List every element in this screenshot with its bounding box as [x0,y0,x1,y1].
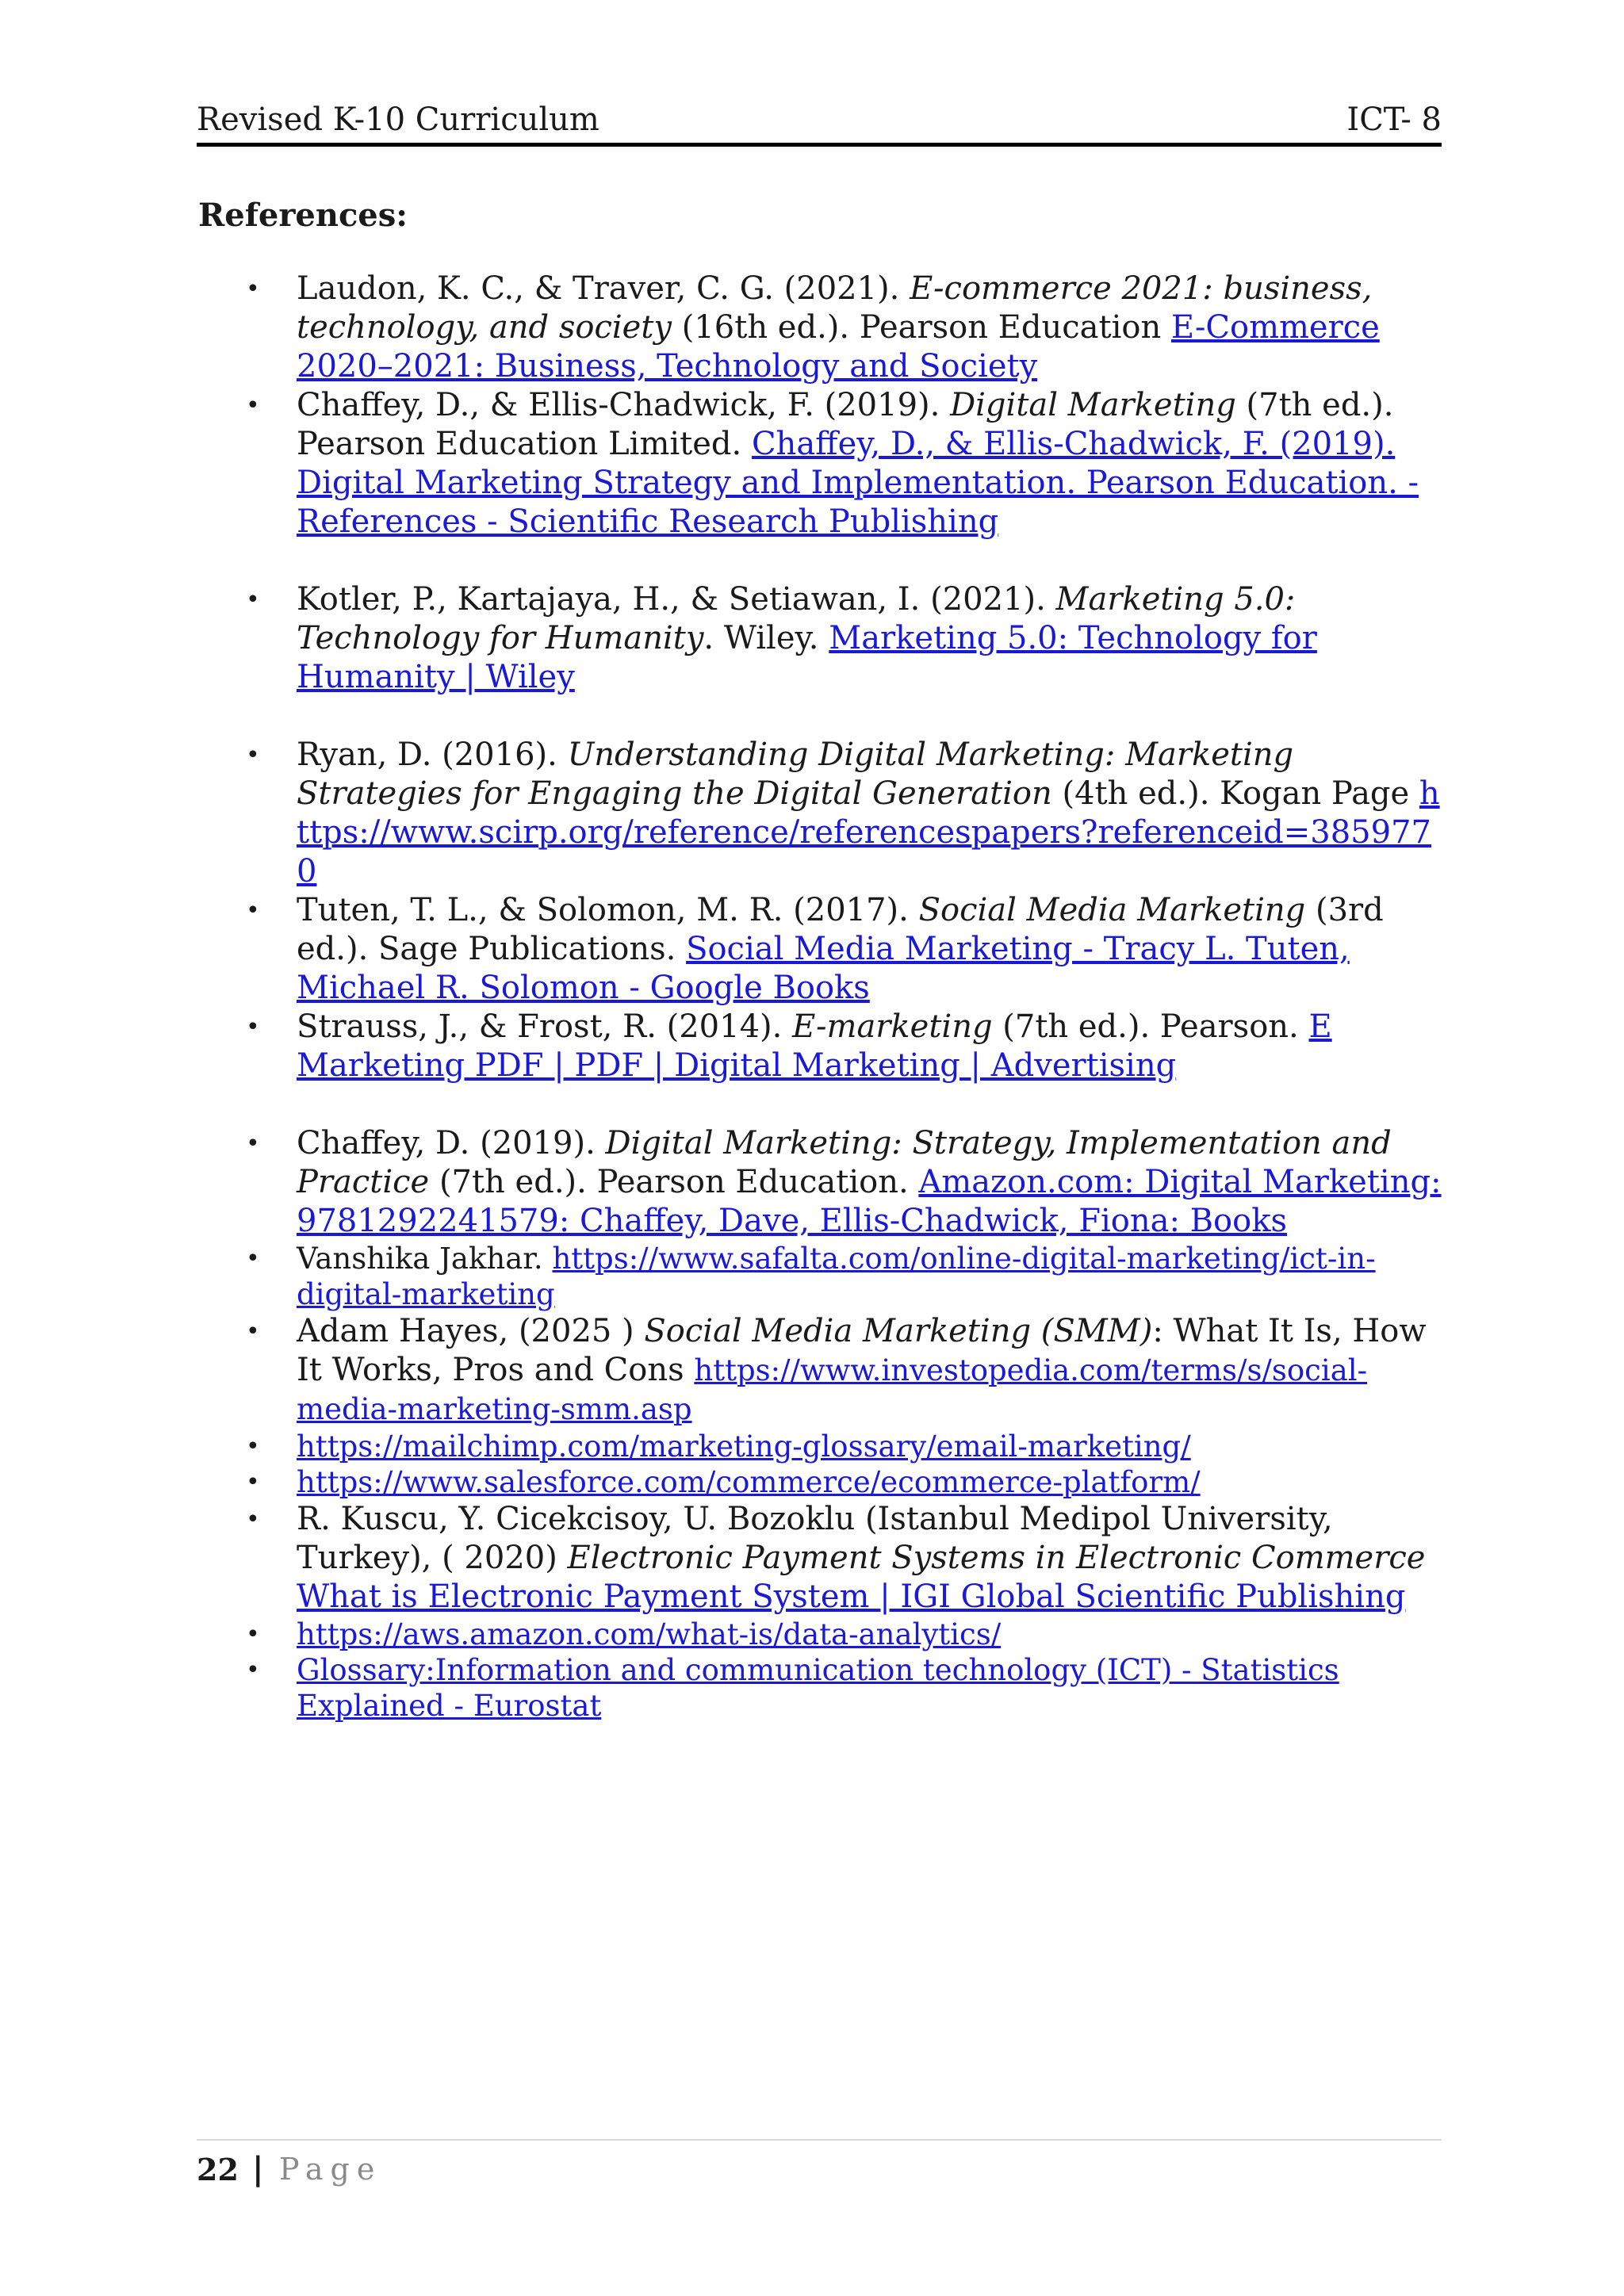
reference-link[interactable]: Marketing 5.0: Technology for Humanity | Wiley [297,620,1317,695]
reference-link[interactable]: https://mailchimp.com/marketing-glossary/email-marketing/ [297,1429,1191,1464]
reference-item [198,1617,1443,1652]
footer-separator: | [252,2150,264,2187]
reference-item [198,1464,1443,1500]
page-header [197,97,1442,147]
references-heading: References: [198,197,408,234]
reference-item: • Chaffey, D. (2019). Digital Marketing: Strategy, Implementation and Practice (7th ed.). Pearson Education. Amazon.com: Digital Marketing: 9781292241579: Chaffey, Dave, Ellis-Chadwick, Fiona: Books [198,1124,1443,1241]
reference-link[interactable]: Amazon.com: Digital Marketing: 9781292241579: Chaffey, Dave, Ellis-Chadwick, Fiona: Books [297,1164,1442,1239]
reference-item: • Laudon, K. C., & Traver, C. G. (2021). E-commerce 2021: business, technology, and society (16th ed.). Pearson Education E-Commerce 2020–2021: Business, Technology and Society [198,270,1443,386]
reference-item: • Kotler, P., Kartajaya, H., & Setiawan, I. (2021). Marketing 5.0: Technology for Humanity. Wiley. Marketing 5.0: Technology for Humanity | Wiley [198,580,1443,697]
reference-link[interactable]: https://www.investopedia.com/terms/s/social-media-marketing-smm.asp [297,1353,1368,1426]
reference-item: • Tuten, T. L., & Solomon, M. R. (2017). Social Media Marketing (3rd ed.). Sage Publications. Social Media Marketing - Tracy L. Tuten, Michael R. Solomon - Google Books [198,891,1443,1008]
reference-link[interactable]: https://www.safalta.com/online-digital-marketing/ict-in-digital-marketing [297,1242,1376,1311]
reference-link[interactable]: Glossary:Information and communication technology (ICT) - Statistics Explained - Eurostat [297,1653,1339,1723]
reference-link[interactable]: Chaffey, D., & Ellis-Chadwick, F. (2019). Digital Marketing Strategy and Implementation. Pearson Education. - References - Scientific Research Publishing [297,426,1419,540]
reference-item: • Ryan, D. (2016). Understanding Digital Marketing: Marketing Strategies for Engaging the Digital Generation (4th ed.). Kogan Page https://www.scirp.org/reference/referencespapers?referenceid=3859770 [198,736,1443,891]
page-number: 22 [197,2152,239,2187]
reference-item [198,1652,1443,1724]
reference-item: • Adam Hayes, (2025 ) Social Media Marketing (SMM): What It Is, How It Works, Pros and Cons https://www.investopedia.com/terms/s/social-media-marketing-smm.asp [198,1312,1443,1429]
references-list [198,270,1443,1724]
reference-link[interactable]: E Marketing PDF | PDF | Digital Marketing | Advertising [297,1008,1332,1084]
header-subject-code: ICT- 8 [1346,101,1442,138]
reference-item: • Vanshika Jakhar. https://www.safalta.com/online-digital-marketing/ict-in-digital-marketing [198,1241,1443,1312]
reference-link[interactable]: https://www.salesforce.com/commerce/ecommerce-platform/ [297,1465,1201,1499]
reference-item [198,1429,1443,1464]
page-label: Page [279,2152,382,2187]
reference-item: • Strauss, J., & Frost, R. (2014). E-marketing (7th ed.). Pearson. E Marketing PDF | PDF | Digital Marketing | Advertising [198,1008,1443,1085]
reference-link[interactable]: https://www.scirp.org/reference/referencespapers?referenceid=3859770 [297,775,1440,890]
reference-link[interactable]: https://aws.amazon.com/what-is/data-analytics/ [297,1617,1002,1651]
reference-item: • Chaffey, D., & Ellis-Chadwick, F. (2019). Digital Marketing (7th ed.). Pearson Education Limited. Chaffey, D., & Ellis-Chadwick, F. (2019). Digital Marketing Strategy and Implementation. Pearson Education. - References - Scientific Research Publishing [198,386,1443,541]
reference-link[interactable]: E-Commerce 2020–2021: Business, Technology and Society [297,309,1380,385]
header-curriculum-title: Revised K-10 Curriculum [197,101,599,138]
page-footer [197,2139,1442,2187]
reference-item: • R. Kuscu, Y. Cicekcisoy, U. Bozoklu (Istanbul Medipol University, Turkey), ( 2020) Electronic Payment Systems in Electronic Commerce What is Electronic Payment System | IGI Global Scientific Publishing [198,1500,1443,1617]
reference-link[interactable]: What is Electronic Payment System | IGI Global Scientific Publishing [297,1578,1406,1615]
reference-link[interactable]: Social Media Marketing - Tracy L. Tuten, Michael R. Solomon - Google Books [297,931,1350,1006]
